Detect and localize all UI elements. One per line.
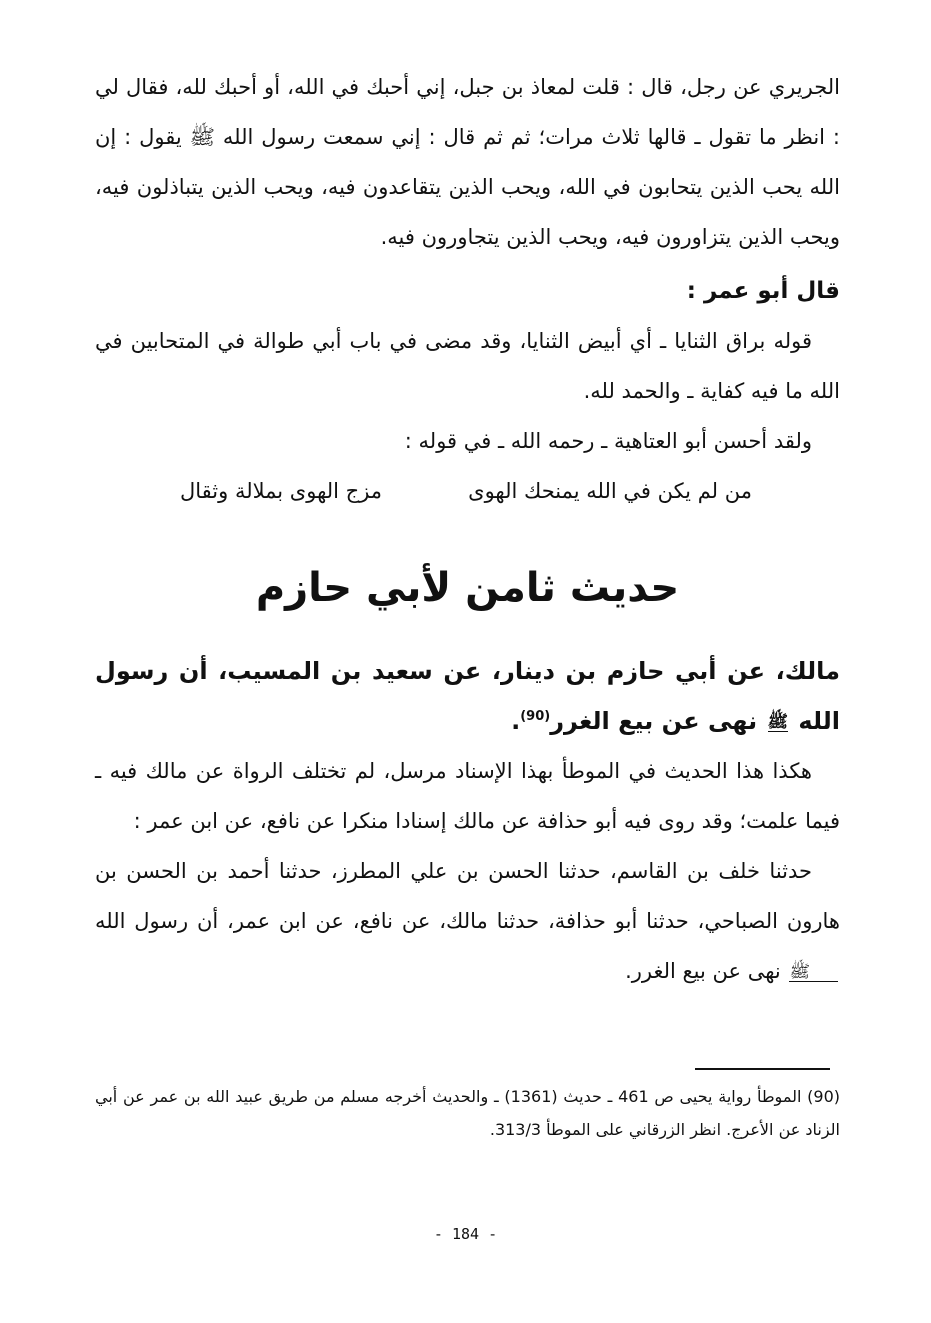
verse-second-hemistich: مزج الهوى بملالة وثقال	[180, 479, 383, 503]
paragraph-commentary: قوله براق الثنايا ـ أي أبيض الثنايا، وقد مضى في باب أبي طوالة في المتحابين في الله ما فيه كفاية ـ والحمد لله.	[95, 329, 840, 403]
page-body	[95, 62, 840, 996]
section-title: حديث ثامن لأبي حازم	[255, 565, 680, 611]
hadith-matn: نهى عن بيع الغرر	[550, 707, 758, 735]
chain-matn: نهى عن بيع الغرر.	[625, 959, 781, 983]
footnote: (90) الموطأ رواية يحيى ص 461 ـ حديث (1361) ـ والحديث أخرجه مسلم من طريق عبيد الله بن عمر عن أبي الزناد عن الأعرج. انظر الزرقاني على الموطأ 313/3.	[95, 1087, 841, 1139]
chain-text: حدثنا خلف بن القاسم، حدثنا الحسن بن علي المطرز، حدثنا أحمد بن الحسن بن هارون الصباحي، حدثنا أبو حذافة، حدثنا مالك، عن نافع، عن ابن عمر، أن رسول الله	[95, 859, 840, 933]
poetry-verse	[95, 466, 840, 516]
hadith-isnad: مالك، عن أبي حازم بن دينار، عن سعيد بن المسيب، أن رسول الله	[95, 657, 840, 735]
abu-umar-heading: قال أبو عمر :	[686, 278, 840, 304]
footnote-reference: (90)	[520, 709, 551, 724]
salawat-symbol: ﷺ	[789, 963, 838, 982]
salawat-symbol: ﷺ	[767, 711, 789, 732]
page-number: - 184 -	[433, 1225, 498, 1243]
paragraph-muadh-narration: الجريري عن رجل، قال : قلت لمعاذ بن جبل، إني أحبك في الله، أو أحبك لله، فقال لي : انظر ما تقول ـ قالها ثلاث مرات؛ ثم ثم قال : إني سمعت رسول الله ﷺ يقول : إن الله يحب الذين يتحابون في الله، ويحب الذين يتقاعدون فيه، ويحب الذين يتباذلون فيه، ويحب الذين يتزاورون فيه، ويحب الذين يتجاورون فيه.	[95, 75, 840, 249]
hadith-text: مالك، عن أبي حازم بن دينار، عن سعيد بن المسيب، أن رسول الله ﷺ نهى عن بيع الغرر$^{(90)}$.	[95, 657, 840, 735]
paragraph-isnad-commentary: هكذا هذا الحديث في الموطأ بهذا الإسناد مرسل، لم تختلف الرواة عن مالك فيه ـ فيما علمت؛ وقد روى فيه أبو حذافة عن مالك إسنادا منكرا عن نافع، عن ابن عمر :	[95, 759, 840, 833]
footnote-separator	[695, 1068, 830, 1070]
paragraph-chain-of-narration	[95, 846, 840, 996]
paragraph-poet-intro: ولقد أحسن أبو العتاهية ـ رحمه الله ـ في قوله :	[404, 429, 812, 453]
verse-first-hemistich: من لم يكن في الله يمنحك الهوى	[468, 479, 752, 503]
